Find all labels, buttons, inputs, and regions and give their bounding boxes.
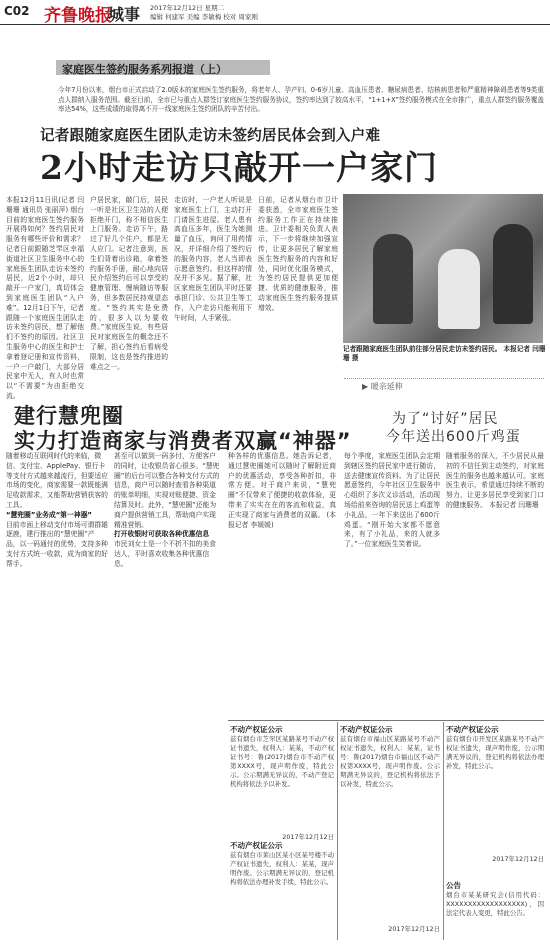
left-story-col-1 [6, 452, 108, 712]
ticker-icon: ▶ [362, 382, 371, 391]
notice-4-date: 2017年12月12日 [492, 855, 544, 863]
notice-5-body: 烟台市某某研究会(信用代码：XXXXXXXXXXXXXXXXXX)，因法定代表人变更，特此公告。 [446, 891, 544, 917]
article-col-2: 户居民家，敲门后，居民一听是社区卫生站的人便拒绝开门，称不相信医生上门服务。走访下午，路过了好几个住户，都是无人应门。记者注意到，医生们背着出诊箱，拿着签约服务手册，耐心地向居民介绍签约后可以享受的健康管理、慢病随访等服务，但多数居民持观望态度。“签约其实是免费的，很多人以为要收费。”家庭医生说，有些居民对家庭医生的概念还不了解，担心签约后看病受限制，这也是签约推进的难点之一。 [90, 196, 168, 371]
header-rule [0, 24, 550, 25]
notice-1-title: 不动产权证公示 [230, 725, 283, 734]
left-story-subhead-1: “慧兜圈”业务成“第一神器” [6, 510, 92, 519]
left-story-title-2: 实力打造商家与消费者双赢“神器” [14, 429, 352, 453]
notice-2-title: 不动产权证公示 [230, 841, 283, 850]
notice-1 [230, 724, 334, 842]
intro-paragraph: 今年7月份以来，烟台市正式启动了2.0版本的家庭医生签约服务，将老年人、孕产妇、0-6岁儿童、高血压患者、糖尿病患者、结核病患者和严重精神障碍患者等9类重点人群纳入服务范围。截至目前，全市已与重点人群签订家庭医生签约服务协议，签约率达到了较高水平，“1+1+X”签约服务模式在全市推广，重点人群签约服务覆盖率达54%，这些成绩的取得离不开一线家庭医生签约团队的辛苦付出。 [58, 86, 544, 114]
series-label: 家庭医生签约服务系列报道（上） [62, 63, 227, 76]
notices-divider-2 [443, 722, 444, 940]
newspaper-logo: 齐鲁晚报 [44, 6, 112, 26]
ticker-label [362, 381, 403, 392]
notice-2 [230, 840, 334, 937]
right-story-col-b: 随着服务的深入，不少居民从最初的不信任到主动签约，对家庭医生的服务也越来越认可。家庭医生表示，希望通过持续不断的努力，让更多居民享受到家门口的健康服务。 本报记者 闫珊珊 [446, 452, 544, 509]
ticker-text: 暖亲延伸 [370, 382, 403, 391]
notice-4 [446, 724, 544, 864]
article-col-1: 本报12月11日讯(记者 闫珊珊 通讯员 张丽萍) 烟台目前的家庭医生签约服务开展得如何？签约居民对服务有哪些评价和需求？记者日前跟随芝罘区幸福街道社区卫生服务中心的家庭医生团队走访未签约居民，近2个小时，却只敲开一户家门，真切体会到家庭医生团队“入户难”。12月1日下午，记者跟随一个家庭医生团队走访未签约居民，想了解他们不签约的原因。社区卫生服务中心的医生和护士拿着登记册和宣传资料，一户一户敲门，大部分居民家中无人，有人时也常以“不需要”为由拒绝交流。 [6, 196, 84, 400]
left-story-col1-text: 随着移动互联网时代的来临，微信、支付宝、ApplePay、银行卡等支付方式越来越流行，但要适应市场的变化，商家需要一款既能满足收款需求，又能帮助营销获客的工具。 [6, 452, 108, 509]
article-photo [343, 194, 543, 343]
left-story-col1b-text: 目前市面上移动支付市场可谓群雄逐鹿，建行推出的“慧兜圈”产品，以一码通付的优势，支持多种支付方式统一收款，成为商家的好帮手。 [6, 520, 108, 568]
notice-4-title: 不动产权证公示 [446, 725, 499, 734]
notice-1-date: 2017年12月12日 [282, 833, 334, 841]
left-story-col-2 [114, 452, 222, 712]
notice-2-body: 兹有烟台市莱山区某小区某号楼不动产权证书遗失，权利人：某某，现声明作废。公示期满无异议的，登记机构将依法办理补发手续，特此公示。 [230, 851, 334, 886]
notice-1-body: 兹有烟台市芝罘区某路某号不动产权证书遗失，权利人：某某，不动产权证书号：鲁(2017)烟台市不动产权第XXXX号，现声明作废，特此公示。公示期满无异议的，不动产登记机构将依法予以补发。 [230, 735, 334, 788]
header-editors: 编辑 何建军 美编 李敏梅 校对 周家刚 [150, 13, 258, 21]
left-story-title-1: 建行慧兜圈 [14, 404, 124, 428]
right-story-title-1: 为了“讨好”居民 [392, 411, 499, 427]
left-story-col-3: 种各样的优惠信息。她告诉记者，通过慧兜圈她可以随时了解附近商户的优惠活动，享受各种折扣，非常方便。对于商户来说，“慧兜圈”不仅带来了便捷的收款体验，更带来了实实在在的客流和收益，真正实现了商家与消费者的双赢。 (本报记者 李媛媛) [228, 452, 336, 529]
article-subhead: 记者跟随家庭医生团队走访未签约居民体会到入户难 [40, 127, 381, 144]
section-title: 城事 [108, 5, 141, 24]
notice-4-body: 兹有烟台市开发区某路某号不动产权证书遗失，现声明作废，公示期满无异议的，登记机构将依法办理补发，特此公示。 [446, 735, 544, 770]
page-code: C02 [4, 4, 30, 18]
header-date: 2017年12月12日 星期二 [150, 4, 225, 12]
notices-rule [228, 720, 544, 721]
notice-5-title: 公告 [446, 881, 461, 890]
notices-divider-1 [337, 722, 338, 940]
article-headline: 2小时走访只敲开一户家门 [40, 148, 438, 187]
photo-person-3 [493, 224, 533, 324]
left-story-col2-text: 甚至可以做到一码多付，方便客户的同时，让收银员省心很多。“慧兜圈”的后台可以整合各种支付方式的信息，商户可以随时查看各种渠道的账单明细，实现对账便捷、资金结算及时。此外，“慧兜圈”还能为商户提供营销工具，帮助商户实现精准营销。 [114, 452, 220, 529]
notice-3-body: 兹有烟台市福山区某路某号不动产权证书遗失，权利人：某某，证书号：鲁(2017)烟台市福山区不动产权第XXXX号，现声明作废。公示期满无异议的，登记机构将依法予以补发，特此公示。 [340, 735, 440, 788]
notice-5 [446, 880, 544, 941]
notice-3 [340, 724, 440, 934]
notice-3-date: 2017年12月12日 [388, 925, 440, 933]
left-story-col2b-text: 市民刘女士是一个不折不扣的美食达人，平时喜欢收集各种优惠信息。 [114, 540, 216, 568]
right-story-title-2: 今年送出600斤鸡蛋 [386, 429, 521, 445]
photo-person-1 [373, 234, 413, 324]
article-col-4: 日前，记者从烟台市卫计委获悉，全市家庭医生签约服务工作正在持续推进。卫计委相关负责人表示，下一步将继续加强宣传，让更多居民了解家庭医生签约服务的内容和好处，同时优化服务模式，为签约居民提供更加便捷、优质的健康服务，推动家庭医生签约服务提质增效。 [258, 196, 338, 312]
left-story-subhead-2: 打开收银时可获取各种优惠信息 [114, 530, 210, 539]
photo-caption: 记者跟随家庭医生团队前往部分居民走访未签约居民。 本报记者 闫珊珊 摄 [343, 345, 546, 362]
header-meta [150, 4, 390, 22]
notice-3-title: 不动产权证公示 [340, 725, 393, 734]
right-story-col-a: 每个季度，家庭医生团队会定期到辖区签约居民家中进行随访，送去健康宣传资料。为了让居民愿意签约，今年社区卫生服务中心组织了多次义诊活动，活动现场给前来咨询的居民送上鸡蛋等小礼品，一年下来送出了600斤鸡蛋。“刚开始大家都不愿意来，有了小礼品，来的人就多了。”一位家庭医生笑着说。 [344, 452, 440, 549]
article-col-3: 走访时，一户老人听说是家庭医生上门，主动打开门请医生进屋。老人患有高血压多年，医生为她测量了血压，询问了用药情况，并详细介绍了签约后的服务内容，老人当即表示愿意签约。但这样的情况并不多见。据了解，社区家庭医生团队平时还要承担门诊、公共卫生等工作，入户走访只能利用下午时间，人手紧张。 [174, 196, 252, 322]
photo-person-2 [438, 249, 480, 329]
